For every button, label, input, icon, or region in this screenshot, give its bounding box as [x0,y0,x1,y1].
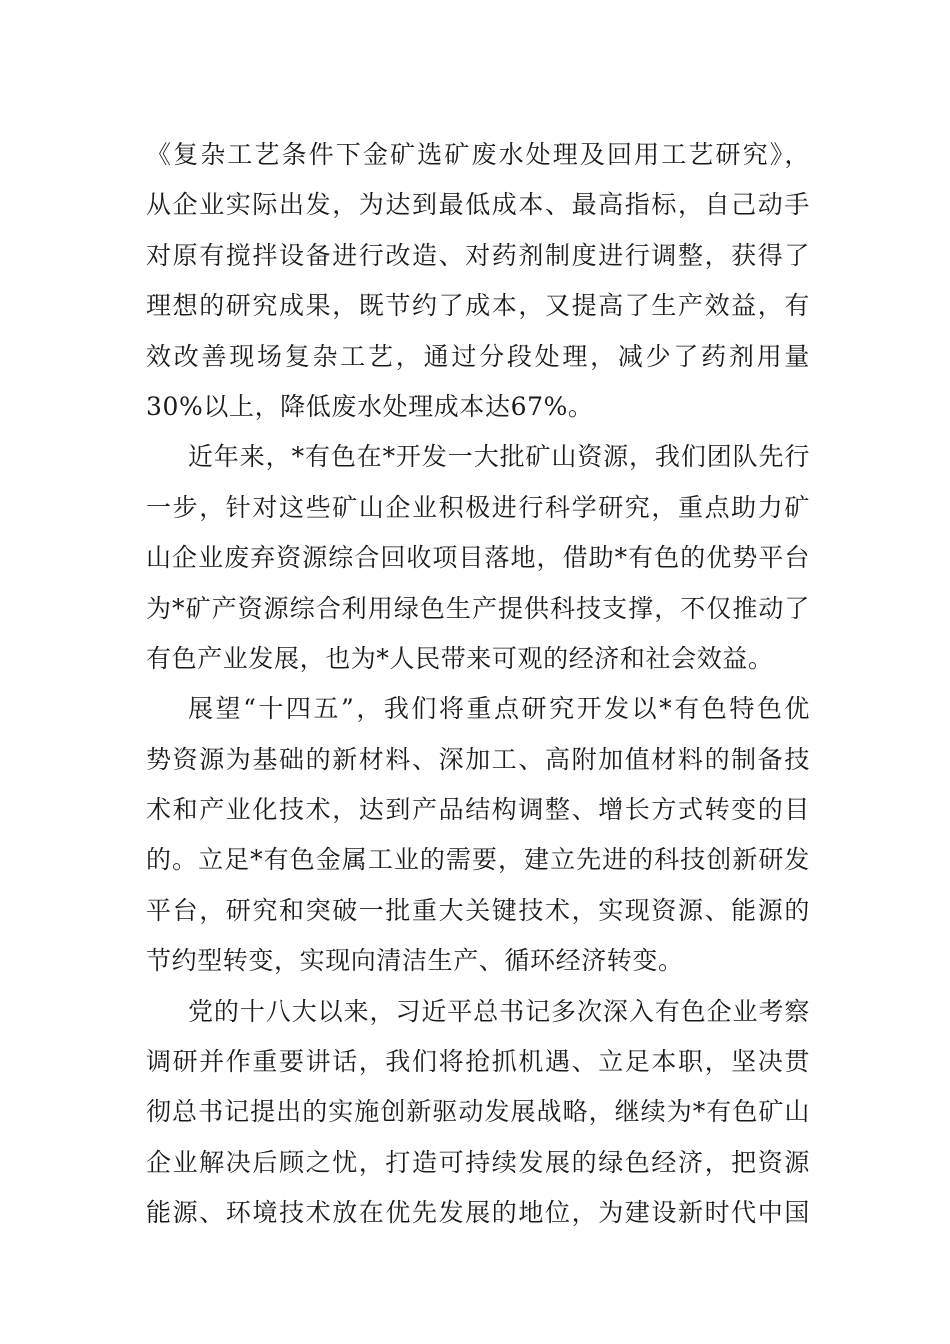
paragraph-line: 《复杂工艺条件下金矿选矿废水处理及回用工艺研究》， [146,140,810,169]
paragraph-line: 一步，针对这些矿山企业积极进行科学研究，重点助力矿 [146,492,810,522]
paragraph-recent-years [146,432,810,684]
paragraph-line: 有色产业发展，也为*人民带来可观的经济和社会效益。 [146,643,774,673]
paragraph-line: 从企业实际出发，为达到最低成本、最高指标，自己动手 [146,190,810,220]
document-body [146,130,810,1239]
paragraph-line: 理想的研究成果，既节约了成本，又提高了生产效益，有 [146,291,810,321]
paragraph-line: 术和产业化技术，达到产品结构调整、增长方式转变的目 [146,795,810,825]
paragraph-line: 彻总书记提出的实施创新驱动发展战略，继续为*有色矿山 [146,1097,810,1127]
paragraph-line: 的。立足*有色金属工业的需要，建立先进的科技创新研发 [146,845,810,875]
paragraph-line: 节约型转变，实现向清洁生产、循环经济转变。 [146,946,684,976]
paragraph-line: 调研并作重要讲话，我们将抢抓机遇、立足本职，坚决贯 [146,1047,810,1077]
paragraph-line: 平台，研究和突破一批重大关键技术，实现资源、能源的 [146,895,810,925]
paragraph-research-project [146,130,810,432]
paragraph-eighteenth-congress [146,987,810,1239]
paragraph-line: 效改善现场复杂工艺，通过分段处理，减少了药剂用量 [146,341,810,371]
paragraph-line: 山企业废弃资源综合回收项目落地，借助*有色的优势平台 [146,543,810,573]
paragraph-line: 势资源为基础的新材料、深加工、高附加值材料的制备技 [146,744,810,774]
paragraph-line: 为*矿产资源综合利用绿色生产提供科技支撑，不仅推动了 [146,593,810,623]
paragraph-line: 近年来，*有色在*开发一大批矿山资源，我们团队先行 [188,442,810,472]
paragraph-line: 能源、环境技术放在优先发展的地位，为建设新时代中国 [146,1198,810,1228]
paragraph-line: 企业解决后顾之忧，打造可持续发展的绿色经济，把资源 [146,1147,810,1177]
paragraph-outlook [146,684,810,986]
paragraph-line: 党的十八大以来，习近平总书记多次深入有色企业考察 [188,996,810,1026]
paragraph-line: 展望“十四五”，我们将重点研究开发以*有色特色优 [188,694,810,724]
paragraph-line: 30%以上，降低废水处理成本达67%。 [146,391,594,421]
paragraph-line: 对原有搅拌设备进行改造、对药剂制度进行调整，获得了 [146,240,810,270]
